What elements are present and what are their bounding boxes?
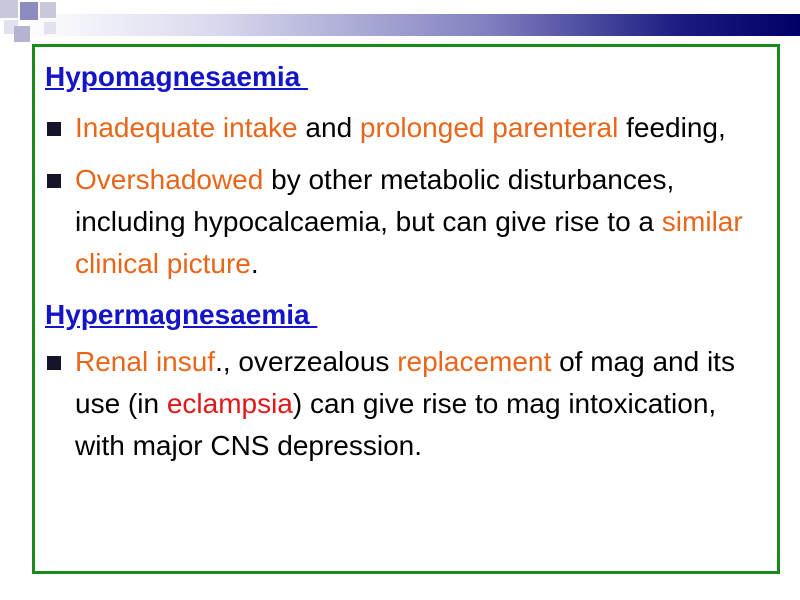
decor-square: [20, 2, 38, 20]
plain-text: .: [250, 248, 259, 279]
plain-text: feeding,: [618, 112, 726, 143]
content-panel: [32, 44, 780, 574]
square-bullet-icon: [47, 174, 61, 188]
heading-hypomagnesaemia: Hypomagnesaemia: [45, 61, 308, 92]
gradient-bar: [20, 14, 800, 36]
square-bullet-icon: [47, 122, 61, 136]
emphasis-text: Renal insuf: [75, 346, 216, 377]
decor-square: [44, 22, 56, 34]
decor-square: [14, 26, 30, 42]
emphasis-text: Overshadowed: [75, 164, 264, 195]
plain-text: of mag and its use (in: [75, 346, 735, 419]
decor-square: [40, 2, 56, 18]
square-bullet-icon: [47, 356, 61, 370]
bullet-item-renal: [45, 341, 767, 467]
bullet-item-intake: [45, 107, 767, 149]
plain-text: by other metabolic disturbances, including hypocalcaemia, but can give rise to a: [75, 164, 675, 237]
plain-text: ., overzealous: [215, 346, 398, 377]
bullet-item-overshadowed: [45, 159, 767, 285]
emphasis-text-red: eclampsia: [166, 388, 293, 419]
emphasis-text: replacement: [397, 346, 552, 377]
plain-text: ) can give rise to mag intoxication, with major CNS depression.: [75, 388, 717, 461]
heading-hypermagnesaemia: Hypermagnesaemia: [45, 299, 318, 330]
decor-square: [0, 0, 18, 18]
emphasis-text: Inadequate intake: [75, 112, 298, 143]
slide-content: [45, 59, 767, 467]
emphasis-text: prolonged parenteral: [359, 112, 619, 143]
plain-text: and: [297, 112, 360, 143]
slide-header-decoration: [0, 0, 800, 50]
emphasis-text: similar clinical picture: [75, 206, 743, 279]
